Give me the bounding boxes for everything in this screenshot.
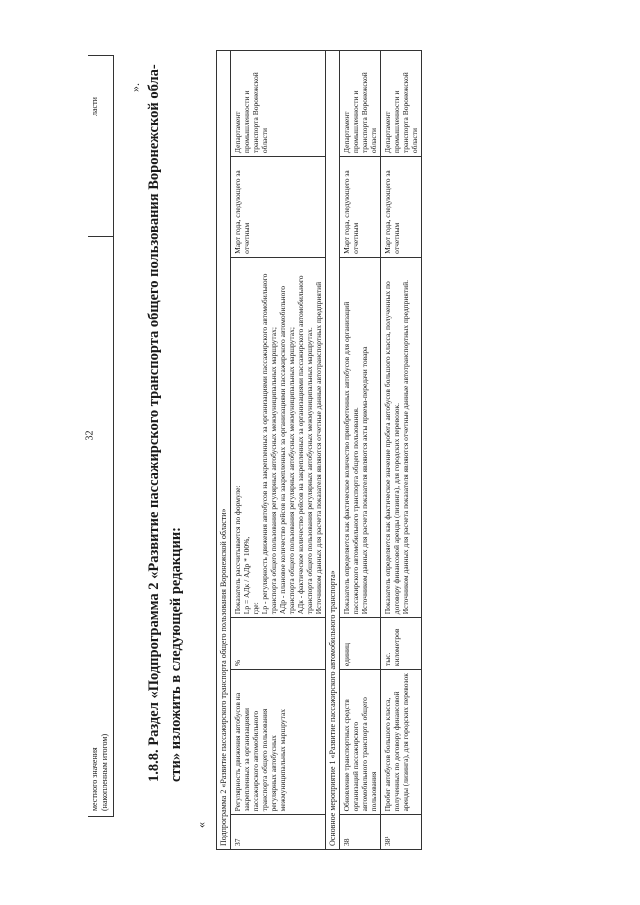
indicator-method xyxy=(381,257,422,617)
method-line: Источником данных для расчета показателя являются отчетные данные автотранспортных предприятий xyxy=(314,281,323,615)
section-heading-line2: сти» изложить в следующей редакции: xyxy=(168,526,184,782)
section-row-program xyxy=(217,51,231,850)
method-line: АДк - фактическое количество рейсов на закрепленных за организациями пассажирского автомобильного транспорта общего пользования регулярных автобусных межмуниципальных маршрутах. xyxy=(296,275,314,615)
method-line: Lp - регулярность движения автобусов на закрепленных за организациями пассажирского автомобильного транспорта общего пользования регулярных автобусных межмуниципальных маршрутах; xyxy=(260,273,278,615)
section-measure-title: Основное мероприятие 1 «Развитие пассажирского автомобильного транспорта» xyxy=(326,51,340,850)
method-line: Источником данных для расчета показателя являются отчетные данные автотранспортных предприятий. xyxy=(401,279,410,615)
indicator-method xyxy=(231,257,326,617)
indicator-unit: единиц xyxy=(340,618,381,670)
indicator-method xyxy=(340,257,381,617)
indicator-date: Март года, следующего за отчетным xyxy=(381,157,422,258)
method-line: Источником данных для расчета показателя являются акты приема-передачи товара xyxy=(360,346,369,615)
section-program-title: Подпрограмма 2 «Развитие пассажирского транспорта общего пользования Воронежской области» xyxy=(217,51,231,850)
row-number: 38¹ xyxy=(381,815,422,850)
top-table-stub xyxy=(88,55,114,817)
stub-right-label: ласти xyxy=(90,97,99,116)
main-table-wrapper xyxy=(216,50,581,850)
method-line: Показатель определяется как фактическое значение пробега автобусов большого класса, полученных по договору финансовой аренды (лизинга), для городских перевозок. xyxy=(383,281,401,615)
indicator-department: Департамент промышленности и транспорта Воронежской области xyxy=(340,51,381,157)
indicator-department: Департамент промышленности и транспорта Воронежской области xyxy=(381,51,422,157)
method-line: Показатель рассчитывается по формуле: xyxy=(233,485,242,615)
opening-quote: « xyxy=(194,822,208,828)
row-number: 37 xyxy=(231,815,326,850)
method-line: АДр - плановое количество рейсов на закрепленных за организациями пассажирского автомобильного транспорта общего пользования регулярных автобусных межмуниципальных маршрутах; xyxy=(278,285,296,615)
table-row xyxy=(231,51,326,850)
row-number: 38 xyxy=(340,815,381,850)
indicator-name: Обновление транспортных средств организаций пассажирского автомобильного транспорта общего пользования xyxy=(340,670,381,815)
stub-label-line1: местного значения xyxy=(90,747,99,811)
indicator-department: Департамент промышленности и транспорта Воронежской области xyxy=(231,51,326,157)
table-row xyxy=(340,51,381,850)
indicator-date: Март года, следующего за отчетным xyxy=(340,157,381,258)
method-line: Показатель определяется как фактическое количество приобретенных автобусов для организаций пассажирского автомобильного транспорта общего пользования. xyxy=(342,301,360,615)
page-number: 32 xyxy=(84,430,96,441)
table-row xyxy=(381,51,422,850)
section-row-measure xyxy=(326,51,340,850)
method-line: где: xyxy=(251,602,260,615)
stub-cell-left xyxy=(88,236,113,816)
stub-label-line2: (накопленным итогом) xyxy=(100,733,109,811)
section-heading-line1: 1.8.8. Раздел «Подпрограмма 2 «Развитие пассажирского транспорта общего пользования Воронежской обла- xyxy=(146,64,162,782)
method-line: Lp = АДк / АДр * 100%, xyxy=(242,536,251,615)
indicator-unit: % xyxy=(231,618,326,670)
indicator-name: Пробег автобусов большого класса, полученных по договору финансовой аренды (лизинга), для городских перевозок xyxy=(381,670,422,815)
indicators-table xyxy=(216,50,422,850)
stub-cell-right xyxy=(88,56,113,237)
closing-quote: ». xyxy=(128,83,142,92)
indicator-date: Март года, следующего за отчетным xyxy=(231,157,326,258)
indicator-unit: тыс. километров xyxy=(381,618,422,670)
indicator-name: Регулярность движения автобусов на закрепленных за организациями пассажирского автомобильного транспорта общего пользования регулярных автобусных межмуниципальных маршрутах xyxy=(231,670,326,815)
